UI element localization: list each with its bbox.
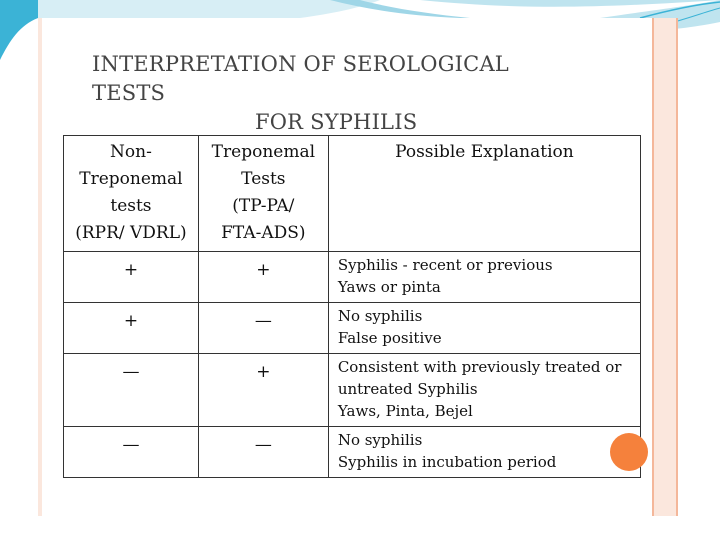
- treponemal-result: +: [198, 252, 328, 303]
- orange-circle-decoration: [610, 433, 648, 471]
- explanation-line: untreated Syphilis: [337, 380, 478, 398]
- non-treponemal-result: —: [64, 427, 199, 478]
- header-possible-explanation: [328, 136, 640, 252]
- right-frame-decoration: [652, 18, 678, 516]
- explanation-cell: [328, 303, 640, 354]
- explanation-cell: [328, 252, 640, 303]
- header-explanation-line: Possible Explanation: [395, 142, 574, 162]
- non-treponemal-result: +: [64, 303, 199, 354]
- explanation-cell: [328, 427, 640, 478]
- table-row: [64, 354, 641, 427]
- header-non-treponemal-line: Treponemal: [79, 169, 183, 189]
- non-treponemal-result: +: [64, 252, 199, 303]
- header-treponemal-line: FTA-ADS): [221, 223, 306, 243]
- header-treponemal-line: Tests: [241, 169, 286, 189]
- table-row: [64, 427, 641, 478]
- header-non-treponemal-line: tests: [110, 196, 152, 216]
- header-non-treponemal: [64, 136, 199, 252]
- header-treponemal-line: Treponemal: [211, 142, 316, 162]
- header-non-treponemal-line: (RPR/ VDRL): [75, 223, 187, 243]
- title-line-1: INTERPRETATION OF SEROLOGICAL TESTS: [92, 52, 509, 105]
- treponemal-result: +: [198, 354, 328, 427]
- explanation-line: False positive: [337, 329, 442, 347]
- treponemal-result: —: [198, 303, 328, 354]
- header-treponemal: [198, 136, 328, 252]
- table-row: [64, 252, 641, 303]
- left-frame-accent: [38, 18, 42, 516]
- treponemal-result: —: [198, 427, 328, 478]
- non-treponemal-result: —: [64, 354, 199, 427]
- slide-title: [92, 50, 572, 137]
- explanation-line: Yaws or pinta: [337, 278, 441, 296]
- table-row: [64, 303, 641, 354]
- explanation-line: Yaws, Pinta, Bejel: [337, 402, 473, 420]
- table-header-row: [64, 136, 641, 252]
- header-non-treponemal-line: Non-: [110, 142, 152, 162]
- explanation-line: Syphilis - recent or previous: [337, 256, 553, 274]
- header-treponemal-line: (TP-PA/: [232, 196, 295, 216]
- explanation-line: Syphilis in incubation period: [337, 453, 557, 471]
- explanation-line: Consistent with previously treated or: [337, 358, 622, 376]
- explanation-line: No syphilis: [337, 431, 423, 449]
- explanation-line: No syphilis: [337, 307, 423, 325]
- title-line-2: FOR SYPHILIS: [255, 110, 418, 134]
- explanation-cell: [328, 354, 640, 427]
- serology-interpretation-table: [63, 135, 641, 478]
